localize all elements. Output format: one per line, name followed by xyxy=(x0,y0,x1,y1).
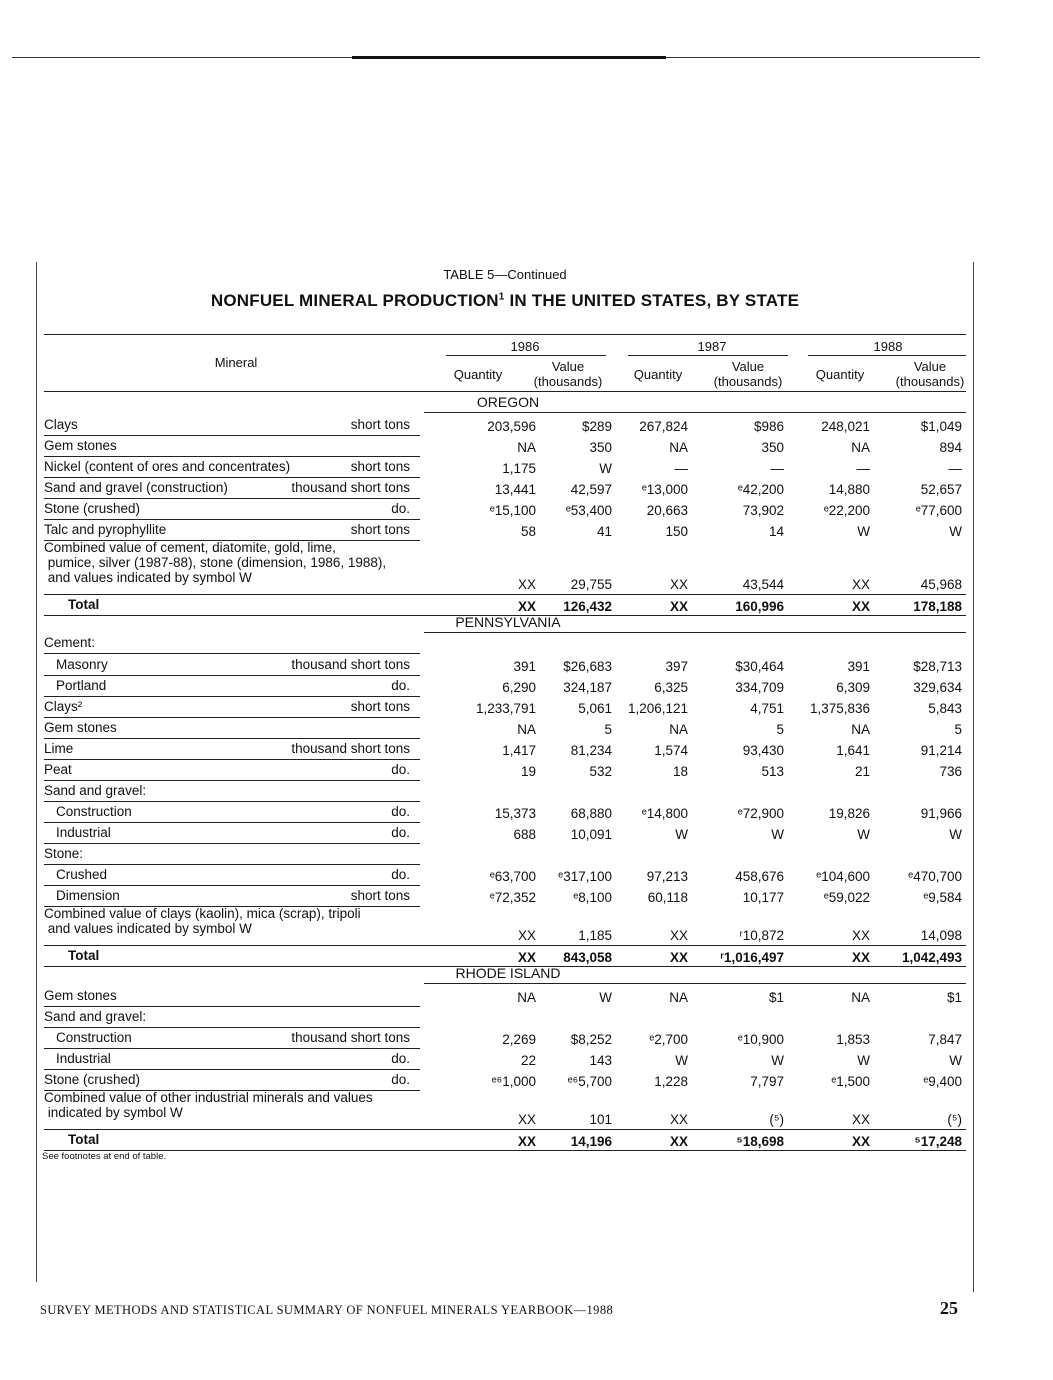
cell-value: 1,417 xyxy=(502,743,536,758)
header-year-1988: 1988 xyxy=(873,339,903,354)
cell-value: 68,880 xyxy=(570,806,612,821)
row-unit: short tons xyxy=(350,522,410,537)
header-year-1986-rule xyxy=(446,355,606,356)
cell-value: ᵉ72,352 xyxy=(489,890,536,905)
table-row xyxy=(44,1069,966,1090)
cell-value: ʳ10,872 xyxy=(739,928,784,943)
cell-value: — xyxy=(948,461,962,476)
row-unit: do. xyxy=(391,1072,410,1087)
cell-value: XX xyxy=(851,950,870,965)
cell-value: — xyxy=(674,461,688,476)
section-header: OREGON xyxy=(476,394,540,410)
table-title: NONFUEL MINERAL PRODUCTION$^1$ IN THE UNITED STATES, BY STATE xyxy=(210,291,800,310)
row-label: Combined value of other industrial minerals and values indicated by symbol W xyxy=(44,1090,373,1120)
row-label: Peat xyxy=(44,762,72,777)
cell-value: ᵉ10,900 xyxy=(737,1032,784,1047)
top-rule-thick xyxy=(352,56,666,59)
cell-value: ᵉ1,500 xyxy=(831,1074,870,1089)
row-label: Construction xyxy=(56,1030,132,1045)
cell-value: 101 xyxy=(589,1112,612,1127)
cell-value: NA xyxy=(851,722,870,737)
cell-value: 178,188 xyxy=(913,599,962,614)
table-row xyxy=(44,822,966,843)
cell-value: $1,049 xyxy=(920,419,962,434)
cell-value: 391 xyxy=(513,659,536,674)
cell-value: 41 xyxy=(596,524,612,539)
table-row xyxy=(44,1090,966,1129)
cell-value: XX xyxy=(851,928,870,943)
page-footer: SURVEY METHODS AND STATISTICAL SUMMARY OF NONFUEL MINERALS YEARBOOK—1988 xyxy=(40,1303,614,1317)
total-row xyxy=(44,594,966,615)
table-row xyxy=(44,780,966,801)
section-rule xyxy=(424,983,966,984)
row-unit: do. xyxy=(391,825,410,840)
cell-value: XX xyxy=(517,1112,536,1127)
cell-value: ᵉ8,100 xyxy=(573,890,612,905)
cell-value: W xyxy=(771,827,784,842)
cell-value: $289 xyxy=(581,419,612,434)
cell-value: $986 xyxy=(753,419,784,434)
row-label: Construction xyxy=(56,804,132,819)
cell-value: $1 xyxy=(946,990,962,1005)
total-row xyxy=(44,945,966,966)
cell-value: 350 xyxy=(761,440,784,455)
cell-value: ᵉ59,022 xyxy=(823,890,870,905)
row-label: Sand and gravel: xyxy=(44,1009,147,1024)
header-value-1987: Value (thousands) xyxy=(713,359,783,389)
cell-value: 91,214 xyxy=(920,743,962,758)
cell-value: W xyxy=(771,1053,784,1068)
cell-value: XX xyxy=(669,599,688,614)
cell-value: ᵉ53,400 xyxy=(565,503,612,518)
row-unit: do. xyxy=(391,501,410,516)
cell-value: 91,966 xyxy=(920,806,962,821)
cell-value: 93,430 xyxy=(742,743,784,758)
cell-value: NA xyxy=(669,440,688,455)
cell-value: 19,826 xyxy=(828,806,870,821)
cell-value: $26,683 xyxy=(563,659,612,674)
cell-value: 73,902 xyxy=(742,503,784,518)
table-row xyxy=(44,864,966,885)
cell-value: ⁵18,698 xyxy=(736,1134,784,1149)
cell-value: 15,373 xyxy=(494,806,536,821)
cell-value: ᵉ77,600 xyxy=(915,503,962,518)
row-label: Sand and gravel (construction) xyxy=(44,480,228,495)
cell-value: 52,657 xyxy=(920,482,962,497)
cell-value: 150 xyxy=(665,524,688,539)
row-label: Gem stones xyxy=(44,438,117,453)
cell-value: 350 xyxy=(589,440,612,455)
table-row xyxy=(44,738,966,759)
cell-value: 267,824 xyxy=(639,419,688,434)
row-label: Industrial xyxy=(56,1051,111,1066)
cell-value: 1,641 xyxy=(836,743,870,758)
cell-value: 29,755 xyxy=(570,577,612,592)
cell-value: 894 xyxy=(939,440,962,455)
cell-value: 532 xyxy=(589,764,612,779)
cell-value: $1 xyxy=(768,990,784,1005)
row-label: Clays² xyxy=(44,699,83,714)
cell-value: ᵉ317,100 xyxy=(558,869,612,884)
row-label: Total xyxy=(68,948,100,963)
left-margin-line xyxy=(36,262,37,1282)
row-label: Portland xyxy=(56,678,107,693)
header-quantity-1986: Quantity xyxy=(453,367,503,382)
cell-value: 60,118 xyxy=(647,890,688,905)
row-unit: thousand short tons xyxy=(291,1030,410,1045)
row-label: Dimension xyxy=(56,888,120,903)
table-row xyxy=(44,906,966,945)
header-value-1988: Value (thousands) xyxy=(895,359,965,389)
section-rule xyxy=(424,412,966,413)
cell-value: ᵉ9,400 xyxy=(923,1074,962,1089)
cell-value: 1,175 xyxy=(502,461,536,476)
cell-value: 1,574 xyxy=(654,743,688,758)
right-margin-line xyxy=(973,262,974,1292)
header-quantity-1988: Quantity xyxy=(815,367,865,382)
table-row xyxy=(44,540,966,594)
header-bottom-rule xyxy=(44,391,966,392)
row-label: Cement: xyxy=(44,635,96,650)
cell-value: $8,252 xyxy=(570,1032,612,1047)
row-unit: thousand short tons xyxy=(291,741,410,756)
table-row xyxy=(44,632,966,653)
table-row xyxy=(44,414,966,435)
cell-value: 21 xyxy=(854,764,870,779)
cell-value: 4,751 xyxy=(750,701,784,716)
cell-value: W xyxy=(675,827,688,842)
cell-value: ᵉ42,200 xyxy=(737,482,784,497)
cell-value: 43,544 xyxy=(742,577,784,592)
cell-value: NA xyxy=(517,990,536,1005)
table-row xyxy=(44,801,966,822)
cell-value: 1,228 xyxy=(654,1074,688,1089)
cell-value: XX xyxy=(517,928,536,943)
cell-value: XX xyxy=(517,577,536,592)
cell-value: 13,441 xyxy=(494,482,536,497)
table-row xyxy=(44,885,966,906)
row-unit: do. xyxy=(391,762,410,777)
cell-value: 1,853 xyxy=(836,1032,870,1047)
row-unit: thousand short tons xyxy=(291,657,410,672)
row-unit: do. xyxy=(391,1051,410,1066)
cell-value: 14,880 xyxy=(828,482,870,497)
table-label: TABLE 5—Continued xyxy=(443,267,567,282)
cell-value: 7,797 xyxy=(750,1074,784,1089)
row-label: Clays xyxy=(44,417,78,432)
cell-value: 160,996 xyxy=(735,599,784,614)
cell-value: 81,234 xyxy=(570,743,612,758)
cell-value: NA xyxy=(517,440,536,455)
table-row xyxy=(44,696,966,717)
cell-value: W xyxy=(857,827,870,842)
table-row xyxy=(44,477,966,498)
cell-value: 14 xyxy=(768,524,784,539)
row-label: Industrial xyxy=(56,825,111,840)
cell-value: $28,713 xyxy=(913,659,962,674)
cell-value: 45,968 xyxy=(920,577,962,592)
cell-value: ᵉ⁶1,000 xyxy=(491,1074,536,1089)
cell-value: XX xyxy=(669,950,688,965)
cell-value: 18 xyxy=(672,764,688,779)
cell-value: 14,098 xyxy=(920,928,962,943)
cell-value: NA xyxy=(669,722,688,737)
cell-value: (⁵) xyxy=(769,1112,784,1127)
page-number: 25 xyxy=(940,1298,958,1318)
row-rule xyxy=(44,1150,966,1151)
cell-value: ᵉ15,100 xyxy=(489,503,536,518)
header-quantity-1987: Quantity xyxy=(633,367,683,382)
cell-value: W xyxy=(857,524,870,539)
section-header: RHODE ISLAND xyxy=(455,965,561,981)
cell-value: 14,196 xyxy=(570,1134,612,1149)
header-year-1987: 1987 xyxy=(697,339,727,354)
table-row xyxy=(44,759,966,780)
cell-value: 5,843 xyxy=(928,701,962,716)
cell-value: 58 xyxy=(520,524,536,539)
cell-value: ʳ1,016,497 xyxy=(720,950,784,965)
cell-value: W xyxy=(949,827,962,842)
header-top-rule xyxy=(44,334,966,335)
cell-value: 10,091 xyxy=(570,827,612,842)
table-row xyxy=(44,498,966,519)
cell-value: 10,177 xyxy=(742,890,784,905)
cell-value: ᵉ14,800 xyxy=(641,806,688,821)
cell-value: 6,290 xyxy=(502,680,536,695)
cell-value: $30,464 xyxy=(735,659,784,674)
cell-value: NA xyxy=(851,990,870,1005)
cell-value: ᵉ⁶5,700 xyxy=(567,1074,612,1089)
cell-value: 42,597 xyxy=(570,482,612,497)
row-label: Nickel (content of ores and concentrates) xyxy=(44,459,291,474)
row-label: Stone (crushed) xyxy=(44,1072,141,1087)
row-label: Stone (crushed) xyxy=(44,501,141,516)
cell-value: XX xyxy=(517,950,536,965)
cell-value: W xyxy=(949,524,962,539)
cell-value: XX xyxy=(669,1112,688,1127)
cell-value: XX xyxy=(851,599,870,614)
row-label: Masonry xyxy=(56,657,108,672)
cell-value: 458,676 xyxy=(735,869,784,884)
table-row xyxy=(44,985,966,1006)
cell-value: 143 xyxy=(589,1053,612,1068)
cell-value: ᵉ22,200 xyxy=(823,503,870,518)
cell-value: W xyxy=(949,1053,962,1068)
total-row xyxy=(44,1129,966,1150)
cell-value: — xyxy=(856,461,870,476)
cell-value: W xyxy=(599,990,612,1005)
row-label: Crushed xyxy=(56,867,108,882)
cell-value: ⁵17,248 xyxy=(914,1134,962,1149)
cell-value: 736 xyxy=(939,764,962,779)
row-label: Combined value of cement, diatomite, gold, lime, pumice, silver (1987-88), stone (dimension, 1986, 1988), and values indicated by symbol W xyxy=(44,540,387,585)
cell-value: 5 xyxy=(776,722,784,737)
cell-value: ᵉ104,600 xyxy=(816,869,870,884)
table-row xyxy=(44,717,966,738)
table-row xyxy=(44,435,966,456)
cell-value: XX xyxy=(517,599,536,614)
row-unit: thousand short tons xyxy=(291,480,410,495)
cell-value: W xyxy=(675,1053,688,1068)
header-year-1986: 1986 xyxy=(510,339,540,354)
cell-value: XX xyxy=(669,1134,688,1149)
footnote: See footnotes at end of table. xyxy=(42,1151,167,1162)
row-label: Total xyxy=(68,1132,100,1147)
cell-value: 1,206,121 xyxy=(627,701,688,716)
cell-value: ᵉ470,700 xyxy=(908,869,962,884)
cell-value: ᵉ63,700 xyxy=(489,869,536,884)
cell-value: 1,233,791 xyxy=(475,701,536,716)
cell-value: 1,375,836 xyxy=(809,701,870,716)
cell-value: 6,309 xyxy=(836,680,870,695)
cell-value: ᵉ72,900 xyxy=(737,806,784,821)
table-row xyxy=(44,1048,966,1069)
cell-value: W xyxy=(857,1053,870,1068)
table-row xyxy=(44,843,966,864)
cell-value: 843,058 xyxy=(563,950,612,965)
cell-value: XX xyxy=(851,577,870,592)
cell-value: 20,663 xyxy=(646,503,688,518)
cell-value: 513 xyxy=(761,764,784,779)
row-unit: short tons xyxy=(350,459,410,474)
cell-value: (⁵) xyxy=(947,1112,962,1127)
cell-value: 688 xyxy=(513,827,536,842)
cell-value: 19 xyxy=(520,764,536,779)
row-label: Lime xyxy=(44,741,74,756)
cell-value: XX xyxy=(669,577,688,592)
cell-value: 203,596 xyxy=(487,419,536,434)
row-unit: do. xyxy=(391,804,410,819)
row-unit: do. xyxy=(391,867,410,882)
cell-value: 334,709 xyxy=(735,680,784,695)
cell-value: — xyxy=(770,461,784,476)
cell-value: XX xyxy=(669,928,688,943)
row-label: Gem stones xyxy=(44,988,117,1003)
cell-value: ᵉ2,700 xyxy=(649,1032,688,1047)
cell-value: 1,042,493 xyxy=(901,950,962,965)
table-row xyxy=(44,1027,966,1048)
cell-value: XX xyxy=(851,1134,870,1149)
header-mineral: Mineral xyxy=(214,355,258,370)
header-year-1988-rule xyxy=(808,355,966,356)
cell-value: 329,634 xyxy=(913,680,962,695)
cell-value: 391 xyxy=(847,659,870,674)
table-row xyxy=(44,519,966,540)
cell-value: 6,325 xyxy=(654,680,688,695)
cell-value: NA xyxy=(669,990,688,1005)
cell-value: 397 xyxy=(665,659,688,674)
cell-value: 126,432 xyxy=(563,599,612,614)
cell-value: NA xyxy=(851,440,870,455)
table-row xyxy=(44,456,966,477)
cell-value: ᵉ13,000 xyxy=(641,482,688,497)
section-header: PENNSYLVANIA xyxy=(455,614,561,630)
row-label: Total xyxy=(68,597,100,612)
table-row xyxy=(44,654,966,675)
row-label: Combined value of clays (kaolin), mica (scrap), tripoli and values indicated by symbol W xyxy=(44,906,361,936)
row-unit: short tons xyxy=(350,699,410,714)
cell-value: 7,847 xyxy=(928,1032,962,1047)
table-row xyxy=(44,675,966,696)
cell-value: W xyxy=(599,461,612,476)
cell-value: 5 xyxy=(954,722,962,737)
cell-value: 248,021 xyxy=(821,419,870,434)
cell-value: 97,213 xyxy=(646,869,688,884)
row-unit: short tons xyxy=(350,888,410,903)
cell-value: XX xyxy=(517,1134,536,1149)
header-value-1986: Value (thousands) xyxy=(533,359,603,389)
row-label: Stone: xyxy=(44,846,84,861)
cell-value: 1,185 xyxy=(578,928,612,943)
row-label: Gem stones xyxy=(44,720,117,735)
row-label: Sand and gravel: xyxy=(44,783,147,798)
cell-value: XX xyxy=(851,1112,870,1127)
header-year-1987-rule xyxy=(628,355,788,356)
cell-value: 324,187 xyxy=(563,680,612,695)
cell-value: 2,269 xyxy=(502,1032,536,1047)
cell-value: 22 xyxy=(520,1053,536,1068)
row-unit: short tons xyxy=(350,417,410,432)
row-label: Talc and pyrophyllite xyxy=(44,522,167,537)
cell-value: NA xyxy=(517,722,536,737)
cell-value: 5,061 xyxy=(578,701,612,716)
cell-value: ᵉ9,584 xyxy=(923,890,962,905)
cell-value: 5 xyxy=(604,722,612,737)
row-unit: do. xyxy=(391,678,410,693)
table-row xyxy=(44,1006,966,1027)
